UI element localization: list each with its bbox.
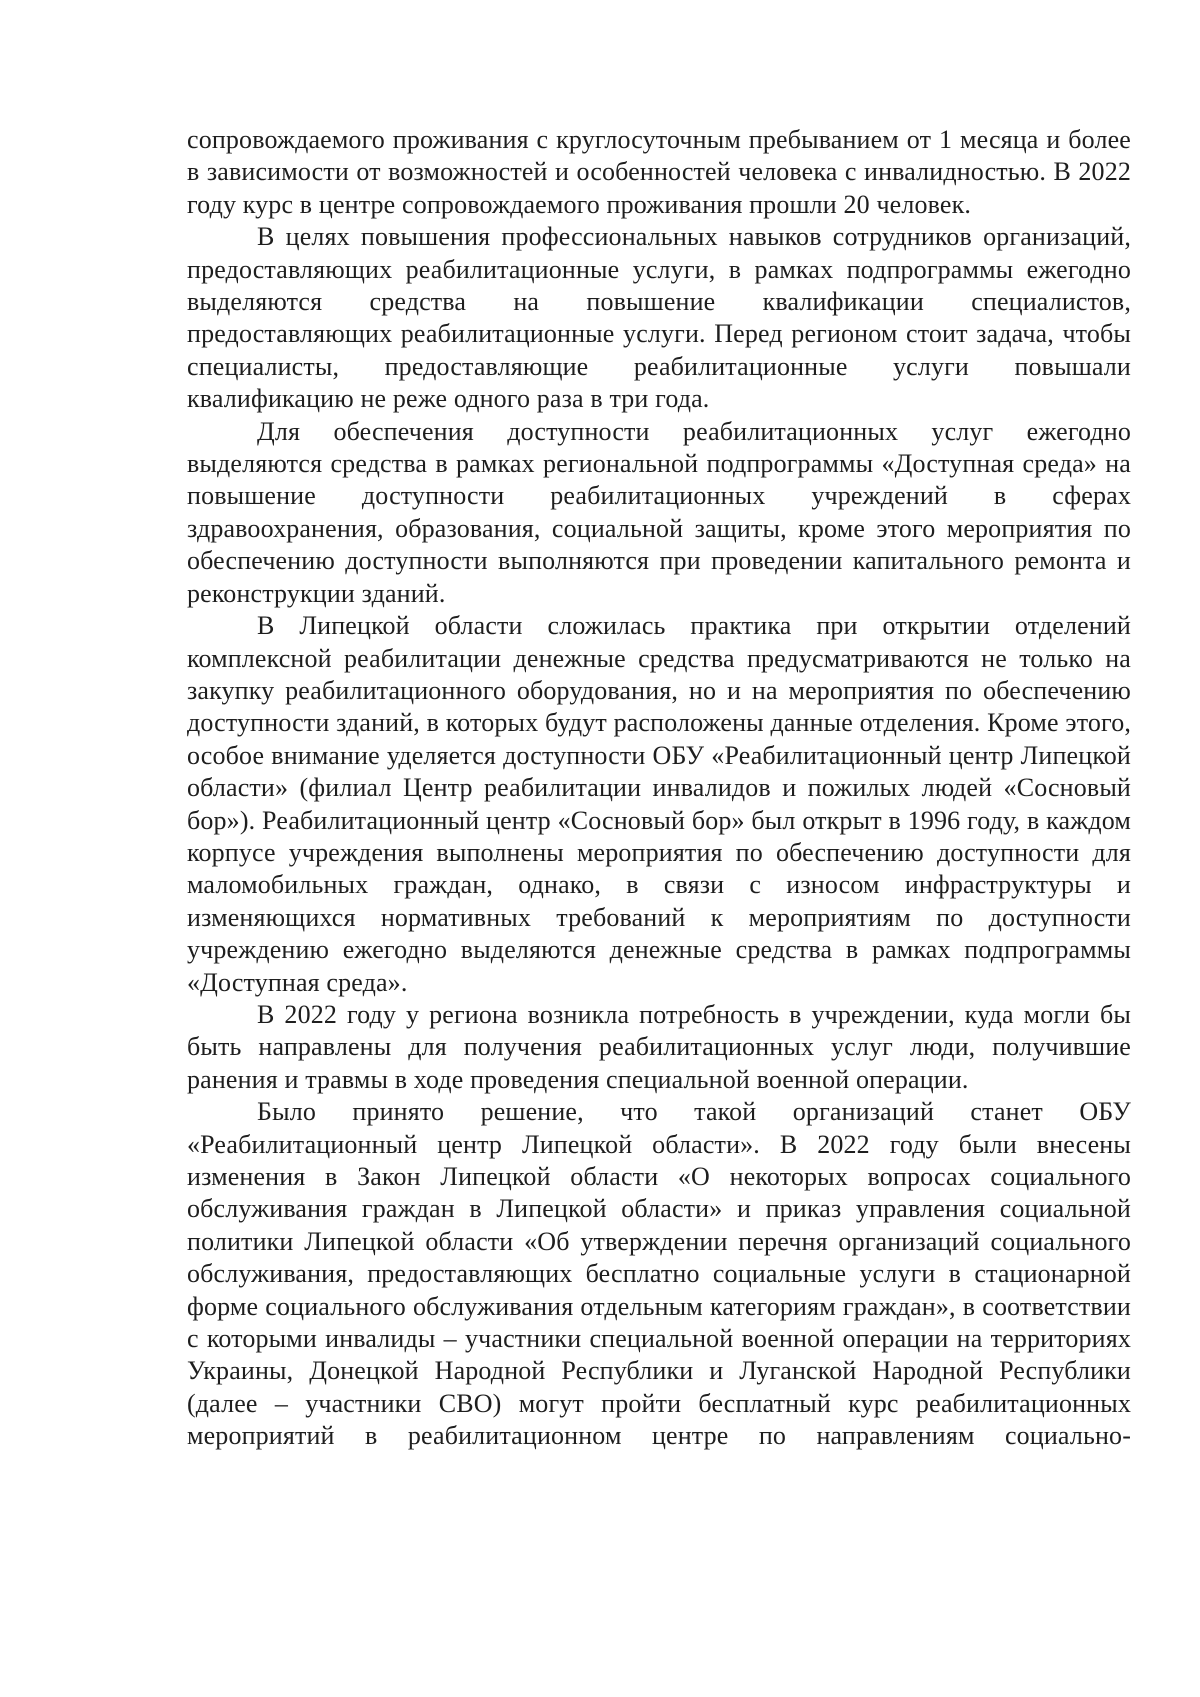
paragraph-decision: Было принято решение, что такой организаций станет ОБУ «Реабилитационный центр Липецкой области». В 2022 году были внесены изменения в Закон Липецкой области «О некоторых вопросах социального обслуживания граждан в Липецкой области» и приказ управления социальной политики Липецкой области «Об утверждении перечня организаций социального обслуживания, предоставляющих бесплатно социальные услуги в стационарной форме социального обслуживания отдельным категориям граждан», в соответствии с которыми инвалиды – участники специальной военной операции на территориях Украины, Донецкой Народной Республики и Луганской Народной Республики (далее – участники СВО) могут пройти бесплатный курс реабилитационных мероприятий в реабилитационном центре по направлениям социально- (187, 1097, 1131, 1451)
paragraph-lipetsk-practice: В Липецкой области сложилась практика при открытии отделений комплексной реабилитации денежные средства предусматриваются не только на закупку реабилитационного оборудования, но и на мероприятия по обеспечению доступности зданий, в которых будут расположены данные отделения. Кроме этого, особое внимание уделяется доступности ОБУ «Реабилитационный центр Липецкой области» (филиал Центр реабилитации инвалидов и пожилых людей «Сосновый бор»). Реабилитационный центр «Сосновый бор» был открыт в 1996 году, в каждом корпусе учреждения выполнены мероприятия по обеспечению доступности для маломобильных граждан, однако, в связи с износом инфраструктуры и изменяющихся нормативных требований к мероприятиям по доступности учреждению ежегодно выделяются денежные средства в рамках подпрограммы «Доступная среда». (187, 611, 1131, 997)
paragraph-qualification: В целях повышения профессиональных навыков сотрудников организаций, предоставляющих реабилитационные услуги, в рамках подпрограммы ежегодно выделяются средства на повышение квалификации специалистов, предоставляющих реабилитационные услуги. Перед регионом стоит задача, чтобы специалисты, предоставляющие реабилитационные услуги повышали квалификацию не реже одного раза в три года. (187, 222, 1131, 414)
paragraph-2022-need: В 2022 году у региона возникла потребность в учреждении, куда могли бы быть направлены для получения реабилитационных услуг люди, получившие ранения и травмы в ходе проведения специальной военной операции. (187, 999, 1131, 1094)
paragraph-accessibility: Для обеспечения доступности реабилитационных услуг ежегодно выделяются средства в рамках региональной подпрограммы «Доступная среда» на повышение доступности реабилитационных учреждений в сферах здравоохранения, образования, социальной защиты, кроме этого мероприятия по обеспечению доступности выполняются при проведении капитального ремонта и реконструкции зданий. (187, 416, 1131, 608)
document-body (187, 124, 1131, 1453)
paragraph-continuation: сопровождаемого проживания с круглосуточным пребыванием от 1 месяца и более в зависимости от возможностей и особенностей человека с инвалидностью. В 2022 году курс в центре сопровождаемого проживания прошли 20 человек. (187, 125, 1131, 219)
